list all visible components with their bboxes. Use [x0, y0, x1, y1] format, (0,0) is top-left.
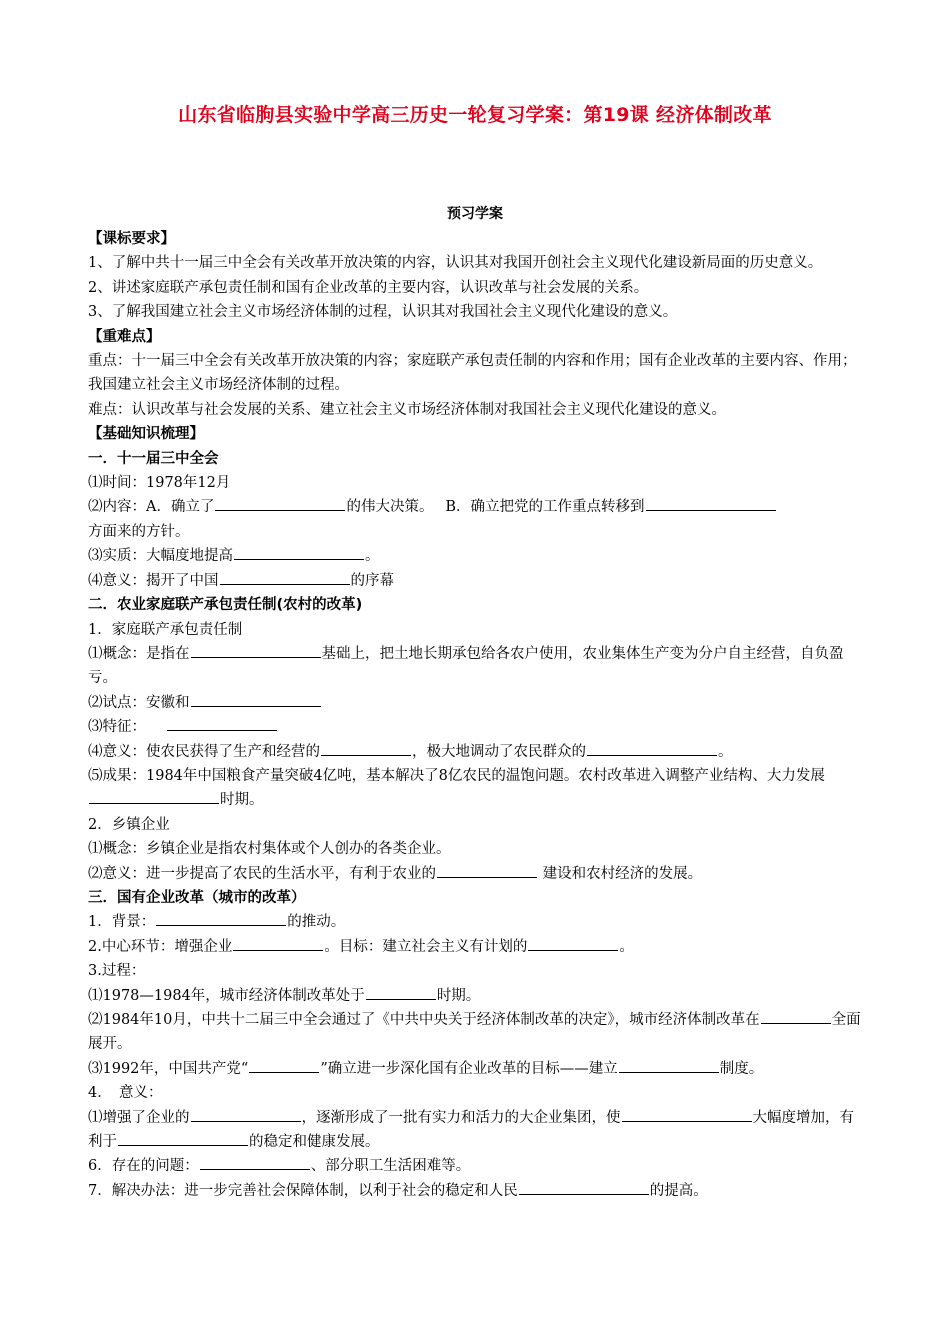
- s3-solution: 7．解决办法：进一步完善社会保障体制，以利于社会的稳定和人民 的提高。: [88, 1179, 863, 1203]
- s2-feature: ⑶特征：: [88, 715, 863, 739]
- s2-town-concept: ⑴概念：乡镇企业是指农村集体或个人创办的各类企业。: [88, 841, 451, 858]
- fill-blank[interactable]: [761, 1009, 831, 1024]
- fill-blank[interactable]: [215, 496, 345, 511]
- kebiao-item-3: 3、了解我国建立社会主义市场经济体制的过程，认识其对我国社会主义现代化建设的意义。: [88, 304, 678, 321]
- fill-blank[interactable]: [220, 570, 350, 585]
- fill-blank[interactable]: [156, 911, 286, 926]
- s3-process-2: ⑵1984年10月，中共十二届三中全会通过了《中共中央关于经济体制改革的决定》，城市经济体制改革在 全面展开。: [88, 1008, 863, 1057]
- s1-time: ⑴时间：1978年12月: [88, 475, 231, 492]
- s1-content-cont: 方面来的方针。: [88, 523, 190, 540]
- heading-section-1: 一．十一届三中全会: [88, 450, 219, 467]
- s3-process-1: ⑴1978—1984年，城市经济体制改革处于 时期。: [88, 984, 863, 1008]
- s3-process: 3.过程：: [88, 963, 146, 980]
- s2-trial: ⑵试点：安徽和: [88, 691, 863, 715]
- fill-blank[interactable]: [587, 741, 717, 756]
- fill-blank[interactable]: [519, 1180, 649, 1195]
- s2-town-meaning: ⑵意义：进一步提高了农民的生活水平，有利于农业的 建设和农村经济的发展。: [88, 862, 863, 886]
- fill-blank[interactable]: [321, 741, 411, 756]
- kebiao-item-1: 1、了解中共十一届三中全会有关改革开放决策的内容，认识其对我国开创社会主义现代化建设新局面的历史意义。: [88, 255, 823, 272]
- section-subtitle: 预习学案: [447, 206, 503, 222]
- s3-center: 2.中心环节：增强企业 。目标：建立社会主义有计划的 。: [88, 935, 863, 959]
- heading-kebiao: 【课标要求】: [88, 231, 175, 247]
- heading-section-3: 三．国有企业改革（城市的改革）: [88, 889, 306, 906]
- s2-sub-1: 1．家庭联产承包责任制: [88, 621, 243, 638]
- s1-content: ⑵内容：A．确立了 的伟大决策。 B．确立把党的工作重点转移到: [88, 495, 863, 519]
- fill-blank[interactable]: [366, 985, 436, 1000]
- s3-problems: 6．存在的问题： 、部分职工生活困难等。: [88, 1154, 863, 1178]
- fill-blank[interactable]: [167, 716, 277, 731]
- fill-blank[interactable]: [191, 643, 321, 658]
- kebiao-item-2: 2、讲述家庭联产承包责任制和国有企业改革的主要内容，认识改革与社会发展的关系。: [88, 279, 649, 296]
- key-points: 重点：十一届三中全会有关改革开放决策的内容；家庭联产承包责任制的内容和作用；国有企业改革的主要内容、作用；我国建立社会主义市场经济体制的过程。: [88, 353, 857, 394]
- document-title: 山东省临朐县实验中学高三历史一轮复习学案：第19课 经济体制改革: [178, 104, 772, 126]
- s3-meaning-1: ⑴增强了企业的 ，逐渐形成了一批有实力和活力的大企业集团，使 大幅度增加，有利于 的稳定和健康发展。: [88, 1106, 863, 1155]
- fill-blank[interactable]: [191, 1107, 301, 1122]
- fill-blank[interactable]: [619, 1058, 719, 1073]
- fill-blank[interactable]: [89, 789, 219, 804]
- s3-meaning: 4． 意义：: [88, 1085, 163, 1102]
- s2-concept: ⑴概念：是指在 基础上，把土地长期承包给各农户使用，农业集体生产变为分户自主经营，自负盈亏。: [88, 642, 863, 691]
- s1-meaning: ⑷意义：揭开了中国 的序幕: [88, 569, 863, 593]
- heading-jichu: 【基础知识梳理】: [88, 426, 204, 443]
- heading-zhongnan: 【重难点】: [88, 328, 161, 345]
- heading-section-2: 二．农业家庭联产承包责任制(农村的改革): [88, 597, 363, 614]
- fill-blank[interactable]: [528, 936, 618, 951]
- fill-blank[interactable]: [234, 545, 364, 560]
- fill-blank[interactable]: [191, 692, 321, 707]
- fill-blank[interactable]: [118, 1131, 248, 1146]
- fill-blank[interactable]: [437, 863, 537, 878]
- fill-blank[interactable]: [200, 1155, 310, 1170]
- s2-meaning: ⑷意义：使农民获得了生产和经营的 ，极大地调动了农民群众的 。: [88, 740, 863, 764]
- fill-blank[interactable]: [646, 496, 776, 511]
- s3-process-3: ⑶1992年，中国共产党“ ”确立进一步深化国有企业改革的目标——建立 制度。: [88, 1057, 863, 1081]
- s1-essence: ⑶实质：大幅度地提高 。: [88, 544, 863, 568]
- fill-blank[interactable]: [249, 1058, 319, 1073]
- s2-result: ⑸成果：1984年中国粮食产量突破4亿吨，基本解决了8亿农民的温饱问题。农村改革进入调整产业结构、大力发展时期。: [88, 767, 825, 809]
- s2-sub-2: 2．乡镇企业: [88, 816, 170, 833]
- difficult-points: 难点：认识改革与社会发展的关系、建立社会主义市场经济体制对我国社会主义现代化建设的意义。: [88, 401, 726, 418]
- document-body: [88, 227, 863, 1203]
- fill-blank[interactable]: [233, 936, 323, 951]
- s3-background: 1．背景： 的推动。: [88, 910, 863, 934]
- fill-blank[interactable]: [622, 1107, 752, 1122]
